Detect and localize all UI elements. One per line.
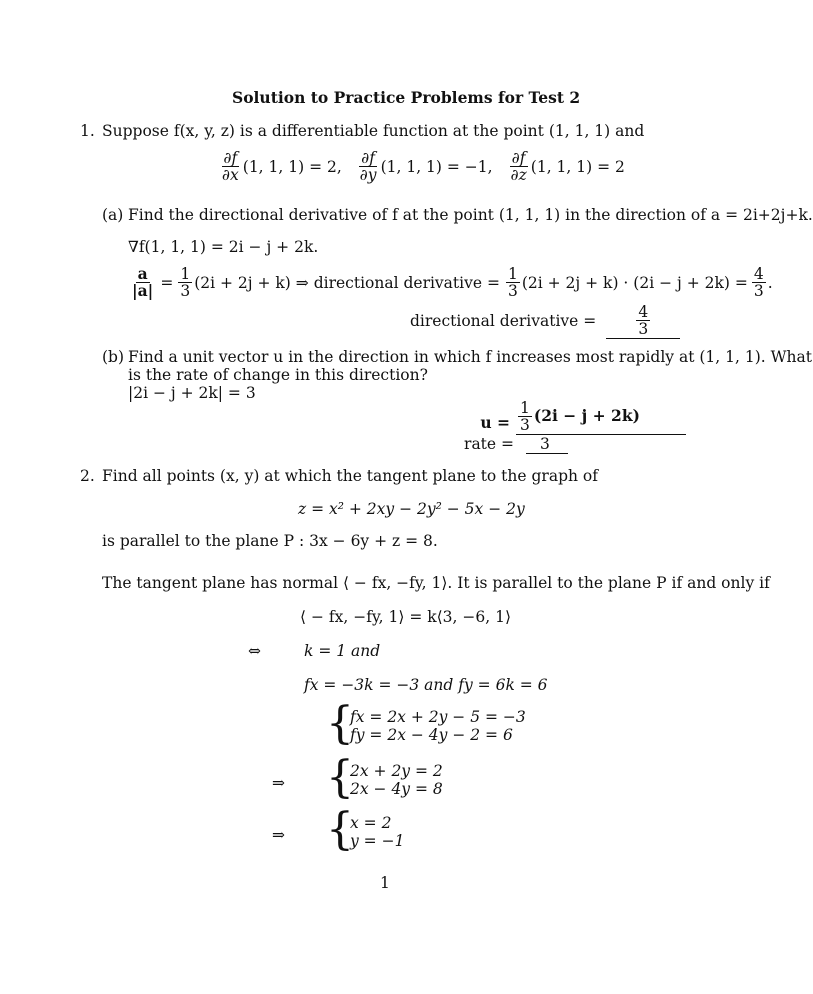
part-a-label: (a) [102, 206, 124, 224]
system-3-line-1: x = 2 [350, 814, 392, 832]
part-a-question: Find the directional derivative of f at the point (1, 1, 1) in the direction of a = 2i+2j+k. [128, 206, 813, 224]
system-2-brace: { [326, 752, 354, 803]
system-2-line-2: 2x − 4y = 8 [350, 780, 443, 798]
fy-fraction: $\frac{\partial f}{\partial y}$ [359, 149, 377, 185]
part-b-question-line1: Find a unit vector u in the direction in which f increases most rapidly at (1, 1, 1). What [128, 348, 812, 366]
fx-fraction: $\frac{\partial f}{\partial x}$ [222, 149, 239, 185]
surface-equation: z = x² + 2xy − 2y² − 5x − 2y [298, 500, 525, 518]
part-b-label: (b) [102, 348, 125, 366]
one-third-fraction-2: $\frac{1}{3}$ [507, 265, 518, 301]
system-1-line-2: fy = 2x − 4y − 2 = 6 [350, 726, 513, 744]
problem-2-statement: Find all points (x, y) at which the tangent plane to the graph of [102, 467, 598, 485]
one-third-fraction: $\frac{1}{3}$ [180, 265, 191, 301]
four-thirds-fraction: $\frac{4}{3}$ [753, 265, 764, 301]
u-label: u = [480, 413, 510, 432]
part-a-answer: directional derivative = $\frac{4}{3}$ [410, 304, 680, 339]
normal-equation: ⟨ − fx, −fy, 1⟩ = k⟨3, −6, 1⟩ [300, 608, 512, 626]
directional-derivative-computation: $\frac{a}{|a|}$ = $\frac{1}{3}$ (2i + 2j + k) ⇒ directional derivative = $\frac{1}{3}$ (2i + 2j + k) · (2i − j + 2k) = $\frac{4}{3}$ . [132, 264, 773, 301]
normal-explanation: The tangent plane has normal ⟨ − fx, −fy, 1⟩. It is parallel to the plane P if and only if [102, 574, 770, 592]
u-answer: $\frac{1}{3}$ (2i − j + 2k) [516, 400, 686, 435]
rate-value: 3 [526, 435, 568, 454]
system-1-brace: { [326, 698, 354, 749]
iff-symbol: ⇔ [248, 642, 261, 660]
implies-symbol-2: ⇒ [272, 826, 285, 844]
problem-2-number: 2. [80, 467, 95, 485]
part-b-question-line2: is the rate of change in this direction? [128, 366, 428, 384]
gradient-line: ∇f(1, 1, 1) = 2i − j + 2k. [128, 238, 319, 256]
system-2-line-1: 2x + 2y = 2 [350, 762, 443, 780]
norm-line: |2i − j + 2k| = 3 [128, 384, 256, 402]
problem-1-number: 1. [80, 122, 95, 140]
k-equation: k = 1 and [304, 642, 381, 660]
system-3-line-2: y = −1 [350, 832, 405, 850]
page-title: Solution to Practice Problems for Test 2 [232, 88, 581, 107]
fz-fraction: $\frac{\partial f}{\partial z}$ [510, 149, 527, 185]
fx-fy-values: fx = −3k = −3 and fy = 6k = 6 [304, 676, 548, 694]
u-fraction: $\frac{1}{3}$ [520, 399, 530, 435]
implies-symbol-1: ⇒ [272, 774, 285, 792]
partial-derivatives-row: $\frac{\partial f}{\partial x}$ (1, 1, 1) = 2, $\frac{\partial f}{\partial y}$ (1, 1, 1) = −1, $\frac{\partial f}{\partial z}$ (1, 1, 1) = 2 [222, 149, 625, 185]
rate-label: rate = [464, 435, 514, 453]
system-1-line-1: fx = 2x + 2y − 5 = −3 [350, 708, 526, 726]
parallel-condition: is parallel to the plane P : 3x − 6y + z = 8. [102, 532, 438, 550]
page-number: 1 [380, 874, 390, 892]
problem-1-statement: Suppose f(x, y, z) is a differentiable function at the point (1, 1, 1) and [102, 122, 645, 140]
system-3-brace: { [326, 804, 354, 855]
unit-vector-fraction: $\frac{a}{|a|}$ [132, 264, 154, 301]
answer-fraction: $\frac{4}{3}$ [638, 303, 649, 339]
